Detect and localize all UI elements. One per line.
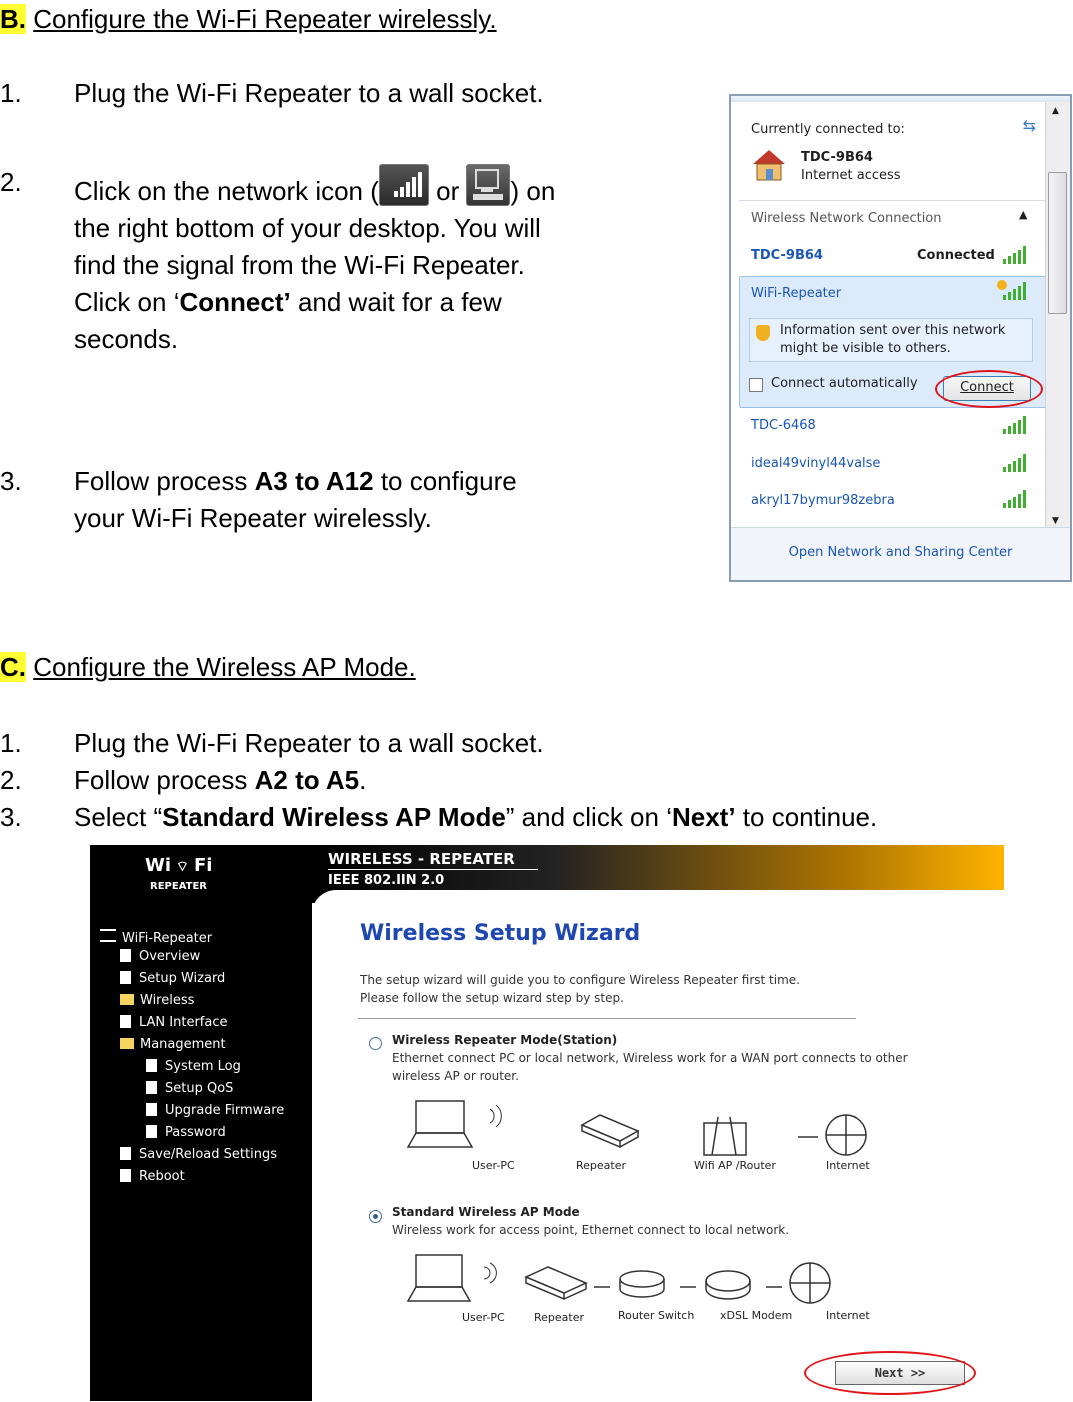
connect-button-label: Connect — [960, 380, 1014, 395]
section-b-letter: B. — [0, 4, 26, 34]
step-text: your Wi-Fi Repeater wirelessly. — [74, 503, 432, 533]
refresh-icon[interactable]: ⇆ — [1022, 116, 1036, 135]
step-text: Follow process — [74, 466, 255, 496]
header-subtitle: IEEE 802.IIN 2.0 — [328, 873, 445, 888]
step-number: 1. — [0, 728, 22, 758]
nav-label: System Log — [165, 1059, 241, 1074]
nav-item-setup-wizard[interactable] — [120, 971, 225, 986]
repeater-mode-description-1: Ethernet connect PC or local network, Wireless work for a WAN port connects to other — [392, 1051, 908, 1065]
nav-item-lan-interface[interactable] — [120, 1015, 228, 1030]
nav-label: Upgrade Firmware — [165, 1103, 285, 1118]
step-text: . — [359, 765, 367, 795]
ap-mode-diagram — [390, 1249, 890, 1311]
signal-strength-icon — [1003, 246, 1029, 264]
wifi-router-icon — [704, 1117, 746, 1155]
connect-highlight-ring — [935, 370, 1043, 408]
security-info-box — [749, 318, 1033, 362]
header-title: WIRELESS - REPEATER — [328, 850, 515, 868]
step-number: 3. — [0, 802, 22, 832]
network-popup — [729, 94, 1072, 582]
signal-strength-warning-icon — [1003, 282, 1029, 300]
wizard-description-line-1: The setup wizard will guide you to configure Wireless Repeater first time. — [360, 973, 800, 987]
wizard-title: Wireless Setup Wizard — [360, 921, 641, 946]
wireless-section-label: Wireless Network Connection — [751, 211, 942, 226]
nav-label: Management — [140, 1037, 226, 1052]
wifi-network-icon — [379, 164, 429, 206]
scroll-up-icon[interactable]: ▲ — [1052, 106, 1059, 116]
diagram-label: User-PC — [472, 1159, 515, 1172]
network-list-item[interactable]: akryl17bymur98zebra — [751, 493, 895, 508]
step-number: 2. — [0, 765, 22, 795]
signal-strength-icon — [1003, 416, 1029, 434]
ap-mode-description: Wireless work for access point, Ethernet connect to local network. — [392, 1223, 790, 1237]
repeater-mode-title: Wireless Repeater Mode(Station) — [392, 1033, 618, 1047]
signal-strength-icon — [1003, 454, 1029, 472]
scroll-down-icon[interactable]: ▼ — [1052, 516, 1059, 526]
nav-label: Overview — [139, 949, 201, 964]
nav-label: Save/Reload Settings — [139, 1147, 277, 1162]
nav-label: Setup Wizard — [139, 971, 226, 986]
ap-mode-title: Standard Wireless AP Mode — [392, 1205, 580, 1219]
nav-item-reboot[interactable] — [120, 1169, 185, 1184]
nav-label: Wireless — [140, 993, 195, 1008]
nav-root[interactable] — [100, 929, 212, 946]
router-switch-icon — [620, 1271, 664, 1297]
selected-network-name[interactable]: WiFi-Repeater — [751, 286, 842, 301]
step-text: to configure — [373, 466, 517, 496]
connected-network-name[interactable]: TDC-9B64 — [751, 248, 823, 263]
connect-automatically-label: Connect automatically — [771, 376, 918, 391]
nav-item-password[interactable] — [146, 1125, 226, 1140]
step-number: 3. — [0, 466, 22, 496]
step-text: or — [428, 176, 467, 206]
diagram-label: User-PC — [462, 1311, 505, 1324]
step-bold-text: Connect’ — [179, 287, 291, 317]
diagram-label: Internet — [826, 1309, 870, 1322]
router-sidebar — [90, 845, 312, 1401]
network-list-item[interactable]: ideal49vinyl44valse — [751, 456, 881, 471]
step-text: Plug the Wi-Fi Repeater to a wall socket. — [74, 78, 544, 108]
signal-strength-icon — [1003, 490, 1029, 508]
section-c-title: Configure the Wireless AP Mode. — [33, 652, 416, 682]
wireless-signal-icon — [484, 1263, 496, 1283]
step-text: ” and click on ‘ — [505, 802, 672, 832]
info-text-line-2: might be visible to others. — [780, 341, 951, 356]
diagram-label: Wifi AP /Router — [694, 1159, 776, 1172]
nav-item-setup-qos[interactable] — [146, 1081, 233, 1096]
wired-network-icon — [466, 164, 510, 206]
section-b-title: Configure the Wi-Fi Repeater wirelessly. — [33, 4, 497, 34]
step-text: Click on the network icon ( — [74, 176, 379, 206]
nav-item-wireless[interactable] — [120, 993, 194, 1008]
header-curve — [312, 890, 1004, 914]
nav-item-management[interactable] — [120, 1037, 226, 1052]
section-c-letter: C. — [0, 652, 26, 682]
step-text: to continue. — [735, 802, 878, 832]
connect-automatically-checkbox[interactable] — [749, 378, 763, 392]
nav-label: Reboot — [139, 1169, 185, 1184]
shield-warning-icon — [756, 325, 770, 341]
diagram-label: Internet — [826, 1159, 870, 1172]
popup-footer — [731, 527, 1070, 580]
router-setup-page — [90, 845, 1004, 1401]
logo-text: Fi — [193, 855, 213, 876]
nav-label: WiFi-Repeater — [122, 931, 213, 946]
wireless-signal-icon — [490, 1105, 501, 1127]
step-text: Follow process — [74, 765, 255, 795]
logo-text: Wi — [145, 855, 172, 876]
divider — [739, 200, 1045, 201]
wifi-logo: Wi ⌔ Fi — [145, 855, 213, 876]
open-network-sharing-link[interactable]: Open Network and Sharing Center — [788, 545, 1013, 560]
nav-item-system-log[interactable] — [146, 1059, 241, 1074]
home-network-icon — [751, 148, 787, 182]
step-text: the right bottom of your desktop. You will — [74, 213, 541, 243]
repeater-mode-radio[interactable] — [369, 1037, 382, 1050]
connected-status-label: Connected — [917, 248, 995, 263]
logo-subtitle: REPEATER — [150, 881, 208, 892]
modem-icon — [706, 1271, 750, 1299]
popup-scrollbar[interactable] — [1045, 102, 1070, 530]
step-bold-text: A3 to A12 — [254, 466, 374, 496]
step-text: ) on — [510, 176, 556, 206]
section-b-heading — [0, 4, 497, 35]
nav-item-overview[interactable] — [120, 949, 200, 964]
nav-label: LAN Interface — [139, 1015, 228, 1030]
diagram-label: xDSL Modem — [720, 1309, 793, 1322]
step-bold-text: A2 to A5 — [254, 765, 360, 795]
wizard-divider — [358, 1018, 856, 1019]
current-network-name: TDC-9B64 — [801, 150, 873, 165]
step-number: 1. — [0, 78, 22, 108]
network-list-item[interactable]: TDC-6468 — [751, 418, 816, 433]
header-divider — [328, 869, 538, 870]
step-text: Select “ — [74, 802, 163, 832]
repeater-mode-diagram — [406, 1095, 886, 1157]
info-text-line-1: Information sent over this network — [780, 323, 1006, 338]
diagram-label: Router Switch — [618, 1309, 695, 1322]
laptop-icon — [408, 1255, 470, 1301]
step-text: find the signal from the Wi-Fi Repeater. — [74, 250, 525, 280]
scrollbar-thumb[interactable] — [1048, 172, 1067, 314]
step-bold-text: Next’ — [671, 802, 736, 832]
step-text: seconds. — [74, 324, 179, 354]
diagram-label: Repeater — [534, 1311, 585, 1324]
currently-connected-label: Currently connected to: — [751, 122, 905, 137]
next-highlight-ring — [804, 1351, 976, 1395]
popup-top-bar — [731, 96, 1070, 102]
nav-item-save-reload[interactable] — [120, 1147, 277, 1162]
repeater-mode-description-2: wireless AP or router. — [392, 1069, 519, 1083]
diagram-label: Repeater — [576, 1159, 627, 1172]
collapse-chevron-icon[interactable]: ▲ — [1019, 208, 1028, 221]
ap-mode-radio[interactable] — [369, 1210, 382, 1223]
current-network-status: Internet access — [801, 168, 901, 183]
repeater-device-icon — [582, 1115, 638, 1147]
step-text: Plug the Wi-Fi Repeater to a wall socket. — [74, 728, 544, 758]
nav-label: Setup QoS — [165, 1081, 234, 1096]
globe-icon — [790, 1263, 830, 1303]
wizard-description-line-2: Please follow the setup wizard step by step. — [360, 991, 624, 1005]
step-number: 2. — [0, 167, 22, 197]
next-button-label: Next >> — [874, 1366, 926, 1380]
step-bold-text: Standard Wireless AP Mode — [162, 802, 506, 832]
laptop-icon — [408, 1101, 472, 1147]
globe-icon — [826, 1115, 866, 1155]
step-text: Click on ‘ — [74, 287, 180, 317]
step-text: and wait for a few — [290, 287, 502, 317]
repeater-device-icon — [526, 1267, 586, 1299]
nav-label: Password — [165, 1125, 226, 1140]
nav-item-upgrade-firmware[interactable] — [146, 1103, 284, 1118]
section-c-heading — [0, 652, 416, 683]
